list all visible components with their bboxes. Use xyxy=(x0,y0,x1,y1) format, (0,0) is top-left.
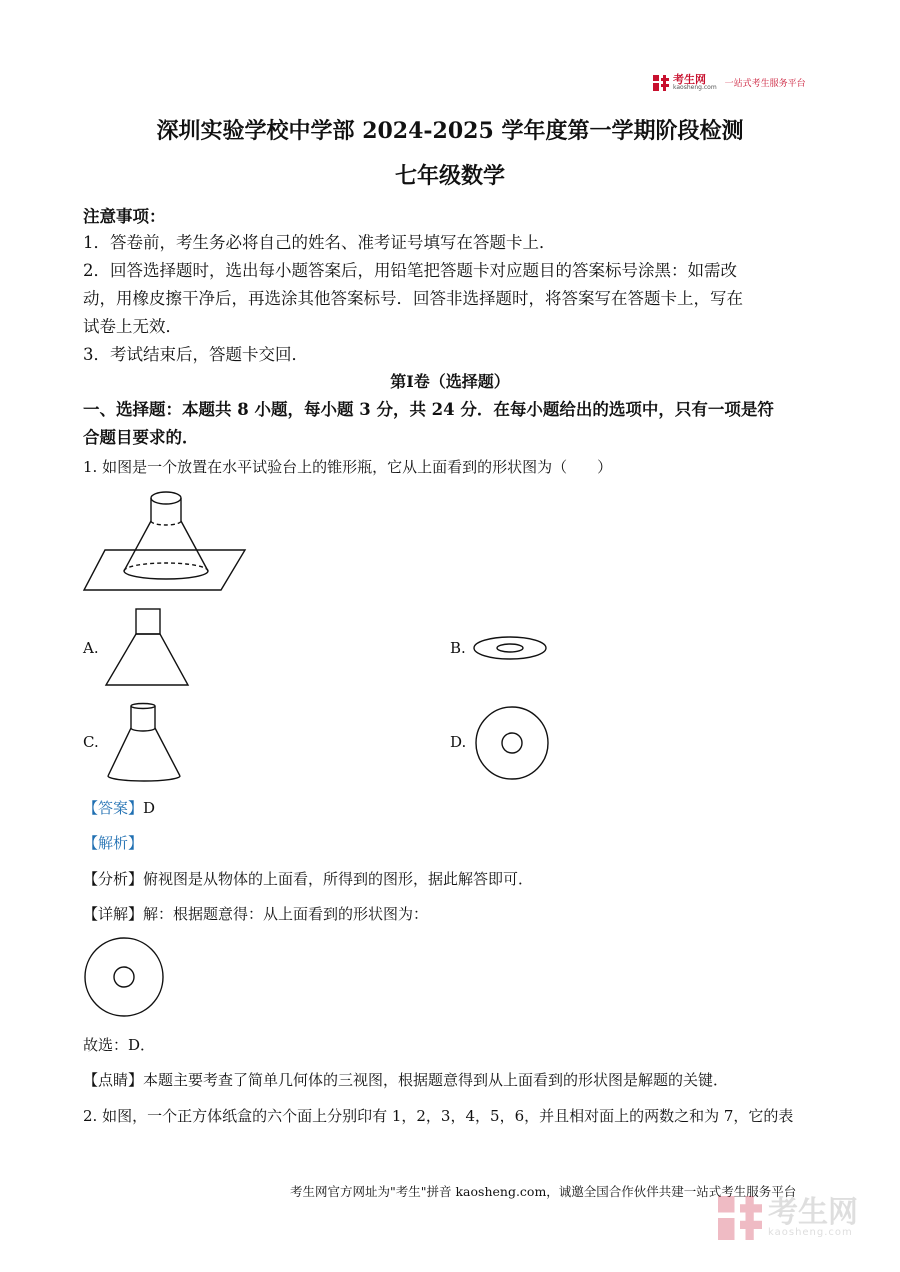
option-b-label: B. xyxy=(450,639,466,657)
watermark xyxy=(718,1196,858,1240)
notes-heading: 注意事项： xyxy=(83,207,166,226)
xiangjie-line xyxy=(83,903,428,924)
fenxi-line xyxy=(83,868,533,889)
option-a-figure xyxy=(105,608,190,688)
header-domain: kaosheng.com xyxy=(673,84,717,91)
solution-figure xyxy=(83,936,167,1020)
note-item-2-line-3: 试卷上无效． xyxy=(83,317,182,336)
answer-value: D xyxy=(143,799,156,817)
section-intro-line-2: 合题目要求的． xyxy=(83,428,199,447)
option-c-label: C. xyxy=(83,733,99,751)
answer-line xyxy=(83,797,155,818)
question-1-stem: 1. 如图是一个放置在水平试验台上的锥形瓶，它从上面看到的形状图为（ ） xyxy=(83,458,613,476)
dianjing-tag: 【点睛】 xyxy=(83,1071,144,1089)
note-item-1: 1．答卷前，考生务必将自己的姓名、准考证号填写在答题卡上． xyxy=(83,233,556,252)
note-item-3: 3．考试结束后，答题卡交回． xyxy=(83,345,308,364)
section-intro-line-1: 一、选择题：本题共 8 小题，每小题 3 分，共 24 分．在每小题给出的选项中，只有一项是符 xyxy=(83,400,774,419)
watermark-brand: 考生网 xyxy=(768,1195,858,1230)
watermark-logo-icon xyxy=(718,1196,762,1240)
dianjing-line xyxy=(83,1069,728,1090)
option-b-figure xyxy=(472,634,550,662)
option-d-figure xyxy=(474,705,550,781)
fenxi-tag: 【分析】 xyxy=(83,870,144,888)
option-a-label: A. xyxy=(83,639,99,657)
page-subtitle: 七年级数学 xyxy=(394,163,505,189)
header-brand: 考生网 xyxy=(673,73,706,86)
choice-line: 故选：D． xyxy=(83,1036,156,1054)
kaosheng-logo-icon xyxy=(653,75,669,91)
header-logo xyxy=(653,74,806,91)
volume-title: 第Ⅰ卷（选择题） xyxy=(390,372,510,391)
page-title: 深圳实验学校中学部 2024-2025 学年度第一学期阶段检测 xyxy=(156,118,744,144)
watermark-domain: kaosheng.com xyxy=(768,1227,853,1238)
option-c-figure xyxy=(105,703,185,783)
analysis-line xyxy=(83,832,143,853)
note-item-2-line-1: 2．回答选择题时，选出每小题答案后，用铅笔把答题卡对应题目的答案标号涂黑：如需改 xyxy=(83,261,737,280)
fenxi-text: 俯视图是从物体的上面看，所得到的图形，据此解答即可． xyxy=(143,870,534,888)
xiangjie-tag: 【详解】 xyxy=(83,905,144,923)
analysis-tag: 【解析】 xyxy=(83,834,144,852)
answer-tag: 【答案】 xyxy=(83,799,144,817)
xiangjie-text: 解：根据题意得：从上面看到的形状图为： xyxy=(143,905,429,923)
option-d-label: D. xyxy=(450,733,467,751)
dianjing-text: 本题主要考查了简单几何体的三视图，根据题意得到从上面看到的形状图是解题的关键． xyxy=(143,1071,729,1089)
question-2-stem: 2. 如图，一个正方体纸盒的六个面上分别印有 1，2，3，4，5，6，并且相对面上的两数之和为 7，它的表 xyxy=(83,1107,794,1125)
header-slogan: 一站式考生服务平台 xyxy=(724,79,806,89)
note-item-2-line-2: 动，用橡皮擦干净后，再选涂其他答案标号．回答非选择题时，将答案写在答题卡上，写在 xyxy=(83,289,743,308)
footer-text: 考生网官方网址为"考生"拼音 kaosheng.com，诚邀全国合作伙伴共建一站式考生服务平台 xyxy=(290,1184,797,1199)
question-1-figure-flask xyxy=(83,488,248,592)
